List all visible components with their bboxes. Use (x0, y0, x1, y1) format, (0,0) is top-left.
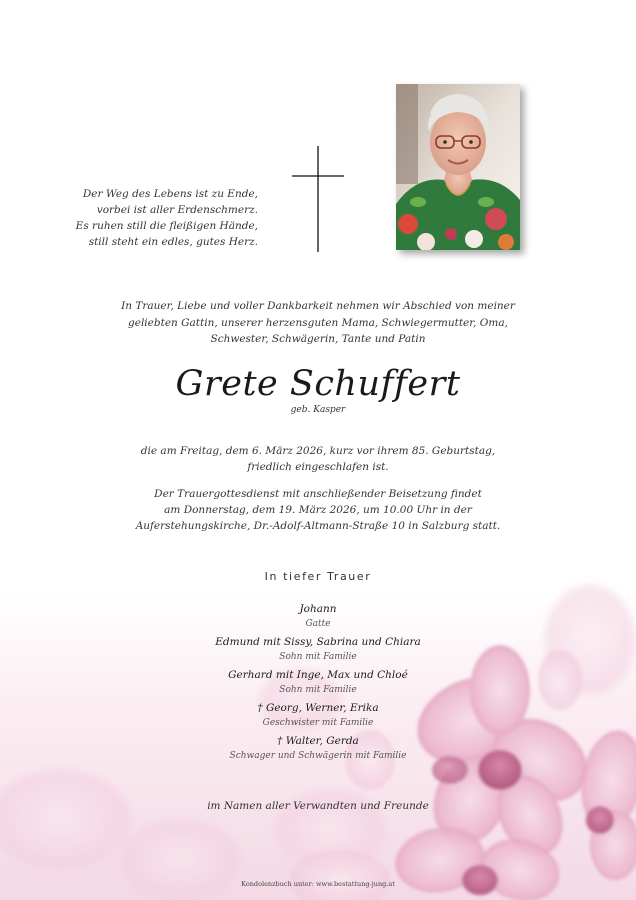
condolence-footer: Kondolenzbuch unter: www.bestattung-jung.at (241, 880, 395, 888)
mourner-role: Sohn mit Familie (279, 652, 357, 662)
deceased-name: Grete Schuffert (175, 364, 461, 404)
intro-line: In Trauer, Liebe und voller Dankbarkeit nehmen wir Abschied von meiner (121, 300, 515, 312)
death-line: die am Freitag, dem 6. März 2026, kurz vor ihrem 85. Geburtstag, (140, 445, 496, 457)
mourning-heading: In tiefer Trauer (264, 570, 372, 583)
mourner-entry (118, 635, 518, 664)
mourner-entry (118, 734, 518, 763)
mourner-name: Johann (299, 603, 337, 615)
intro-line: Schwester, Schwägerin, Tante und Patin (210, 333, 426, 345)
mourner-role: Schwager und Schwägerin mit Familie (229, 751, 407, 761)
latin-cross-icon (292, 146, 344, 252)
mourner-name: Gerhard mit Inge, Max und Chloé (228, 669, 408, 681)
poem-line: still steht ein edles, gutes Herz. (88, 236, 258, 248)
intro-line: geliebten Gattin, unserer herzensguten Mama, Schwiegermutter, Oma, (128, 316, 508, 329)
intro-text (118, 298, 518, 348)
death-line: friedlich eingeschlafen ist. (247, 461, 389, 473)
poem-line: vorbei ist aller Erdenschmerz. (96, 204, 258, 216)
service-line: Der Trauergottesdienst mit anschließender Beisetzung findet (154, 488, 482, 500)
death-notice (118, 443, 518, 475)
mourner-name: † Walter, Gerda (277, 735, 359, 747)
mourner-entry (118, 701, 518, 730)
poem-line: Es ruhen still die fleißigen Hände, (75, 220, 258, 232)
portrait-illustration (396, 84, 520, 250)
mourner-name: Edmund mit Sissy, Sabrina und Chiara (215, 636, 421, 648)
poem-line: Der Weg des Lebens ist zu Ende, (82, 188, 258, 200)
service-info (118, 486, 518, 534)
poem (30, 186, 258, 250)
mourner-entry (118, 602, 518, 631)
service-line: Auferstehungskirche, Dr.-Adolf-Altmann-Straße 10 in Salzburg statt. (135, 520, 501, 532)
mourner-role: Gatte (305, 619, 331, 629)
maiden-name: geb. Kasper (290, 405, 346, 415)
closing-line: im Namen aller Verwandten und Freunde (207, 800, 429, 812)
portrait-photo (396, 84, 520, 250)
service-line: am Donnerstag, dem 19. März 2026, um 10.00 Uhr in der (164, 504, 472, 516)
mourner-role: Sohn mit Familie (279, 685, 357, 695)
mourner-entry (118, 668, 518, 697)
mourners-list (118, 602, 518, 767)
mourner-role: Geschwister mit Familie (262, 718, 374, 728)
mourner-name: † Georg, Werner, Erika (257, 702, 379, 714)
